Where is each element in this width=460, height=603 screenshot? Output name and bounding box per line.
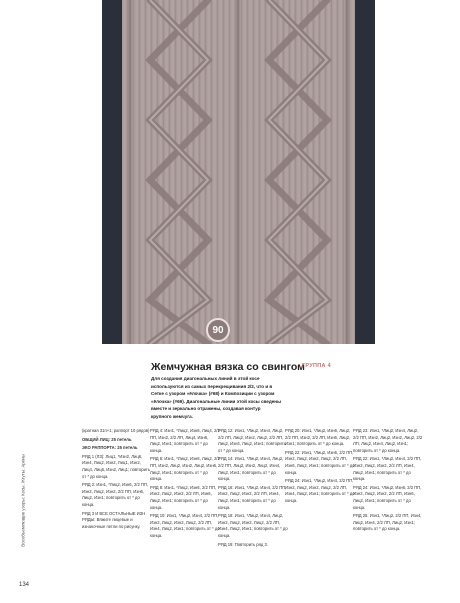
- instruction-line: РЯД 3 И ВСЕ ОСТАЛЬНЫЕ ИЗН РЯДЫ: Вяжите лицевые и изнаночные петли по рисунку.: [82, 510, 146, 529]
- side-running-header: [19, 424, 28, 580]
- instructions-column-5: [353, 428, 423, 535]
- instruction-line: РЯД 25: Изн1, *Лиц2, 2/2 ПП, Изн4, Лиц2, Изн4, 2/2 ЛП, Лиц2, Изн1; повторить от * до конца.: [353, 513, 422, 532]
- pattern-title: Жемчужная вязка со свингом: [151, 361, 305, 373]
- instruction-line: (кратная 31п+1; раппорт 10 рядов): [82, 428, 150, 433]
- instruction-line: РЯД 16: Изн1, *Лиц2, Изн4, 2/2 ПП, Изн2, Лиц2, Изн2, 2/2 ЛП, Изн4, Лиц2, Изн1; повторить от * до конца.: [218, 484, 287, 510]
- pattern-intro: Для создания диагональных линий в этой косе используются из самых перекрещивания 2/2, что и в Сетке с узором «ёлочка» (#68) и Композиции с узором «ёлочка» (#69). Диагональные линии этой косы сведены вместе и зеркально отражены, создавая контур крупного жемчуга.: [151, 376, 281, 419]
- instruction-line: РЯД 22: Изн1, *Лиц2, Изн6, 2/2 ПП, Изн2, Лиц2, Изн2, Лиц2, 2/2 ЛП, Изн6, Лиц2, Изн1; повторить от * до конца.: [285, 449, 355, 475]
- instruction-line: ОБЩИЙ ЛИЦ: 25 петель: [82, 436, 132, 442]
- instruction-line: РЯД 24: Изн1, *Лиц2, Изн6, 2/2 ПП, Изн2, Лиц2, Изн2, 2/2 ЛП, Изн6, Лиц2, Изн1; повторить от * до конца.: [353, 484, 422, 510]
- cable-pattern: [122, 0, 355, 344]
- knit-fabric: [122, 0, 355, 344]
- side-running-header-text: Всеобъемлющие узоры: Косы. Жгуты. Арены: [20, 454, 26, 547]
- instruction-line: РЯД 6: Изн1, *Лиц2, Изн6, Лиц2, 2/2 ПП, Изн2, Лиц2, Изн2, Лиц2, Изн6, Лиц2, Изн1; повторить от * до конца.: [150, 456, 220, 482]
- instructions-column-3: [218, 428, 288, 550]
- instruction-line: РЯД 24: Изн1, *Лиц2, Изн4, 2/2 ПП, Изн2, Лиц2, Изн2, Лиц2, 2/2 ЛП, Изн4, Лиц2, Изн1; повторить от * до конца.: [285, 478, 355, 503]
- instruction-line: РЯД 1 (ЛЗ): Лиц1, *Изн2, Лиц6, Изн4, Лиц2, Изн2, Лиц1, Изн2, Лиц4, Лиц6, Изн2, Лиц1; повторить от * до конца.: [82, 453, 151, 479]
- instruction-line: РЯД 10: Изн1, *Лиц2, Изн4, 2/2 ПП, Изн2, Лиц2, Изн2, Лиц2, 2/2 ЛП, Изн4, Лиц2, Изн1; повторить от * до конца.: [150, 513, 220, 538]
- instruction-line: РЯД 20: Изн1, *Лиц2, Изн6, Лиц2, 2/2 ПП, Изн2, 2/2 ЛП, Изн6, Лиц2, Изн1; повторить от * до конца.: [285, 428, 351, 447]
- instruction-line: РЯД 22: Изн1, *Лиц2, Изн4, 2/2 ПП, Изн2, Лиц2, Изн2, 2/2 ЛП, Изн4, Лиц2, Изн1; повторить от * до конца.: [353, 456, 422, 482]
- instructions-column-2: [150, 428, 220, 542]
- instruction-line: РЯД 2: Изн1, *Лиц2, Изн6, 2/2 ПП, Изн2, Лиц2, Изн2, 2/2 ПП, Изн6, Лиц2, Изн1; повторить от * до конца.: [82, 482, 149, 507]
- instruction-line: РЯД 12: Изн1, *Лиц2, Изн4, Лиц2, 2/2 ЛП, Лиц2, Изн2, Лиц2, 2/2 ЛП, Лиц2, Изн4, Лиц2, Изн1; повторить от * до конца.: [218, 428, 286, 453]
- instructions-column-4: [285, 428, 355, 507]
- instruction-line: РЯД 19: Повторить ряд 3.: [218, 541, 268, 547]
- instruction-line: РЯД 14: Изн1, *Лиц2, Изн4, Лиц2, 2/2 ПП, Лиц2, Изн2, Лиц2, Изн4, Лиц2, Изн1; повторить от * до конца.: [218, 456, 284, 482]
- pattern-group-label: ГРУППА 4: [302, 363, 332, 369]
- instruction-line: РЯД 4: Изн1, *Лиц2, Изн6, Лиц4, 2/2 ПП, Изн2, 2/2 ЛП, Лиц4, Изн6, Лиц2, Изн1; повторить от * до конца.: [150, 428, 220, 453]
- instruction-line: РЯД 23: Изн1, *Лиц2, Изн4, Лиц2, 2/2 ПП, Изн2, Лиц2, Изн2, Лиц2, 2/2 ЛП, Лиц2, Изн4, Лиц2, Изн1; повторить от * до конца.: [353, 428, 423, 453]
- instruction-line: РЯД 18: Изн1, *Лиц2, Изн4, Лиц2, Изн2, Лиц2, Изн2, Лиц2, 2/2 ЛП, Изн4, Лиц2, Изн1; повторить от * до конца.: [218, 513, 288, 538]
- instruction-line: ЭКО РАППОРТА: 25 петель: [82, 445, 138, 451]
- instruction-line: РЯД 8: Изн1, *Лиц2, Изн6, 2/2 ПП, Изн2, Лиц2, Изн2, 2/2 ЛП, Изн6, Лиц2, Изн1; повторить от * до конца.: [150, 484, 217, 510]
- knit-sample-photo: [102, 0, 375, 344]
- instructions-column-1: [82, 428, 152, 532]
- page-number: 134: [19, 582, 30, 588]
- pattern-number-badge: 90: [206, 318, 230, 342]
